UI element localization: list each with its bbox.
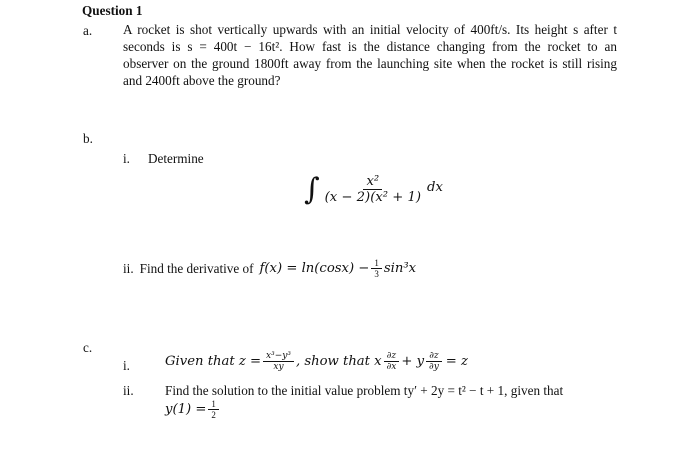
part-b-ii-expr-left: f(x) = ln(cosx) − (259, 261, 370, 277)
question-title: Question 1 (82, 3, 143, 18)
part-a-line-4: and 2400ft above the ground? (123, 73, 281, 88)
integral-expression (304, 171, 443, 207)
part-c-i-partial-y (426, 351, 442, 373)
part-c-i-pd2-num: ∂z (426, 351, 441, 362)
part-a-line-1: A rocket is shot vertically upwards with an initial velocity of 400ft/s. Its height s after t (123, 22, 617, 37)
part-b-ii-text: Find the derivative of (139, 261, 254, 277)
part-b-ii-frac-num: 1 (371, 258, 382, 269)
part-c-i-text3: + y (401, 354, 425, 370)
part-c-ii-line-1: Find the solution to the initial value problem ty′ + 2y = t² − t + 1, given that (165, 383, 564, 398)
part-b-ii-expr-right: sin³x (383, 261, 417, 277)
integral-fraction (322, 174, 424, 205)
part-a-line-2: seconds is s = 400t − 16t². How fast is the distance changing from the rocket to an (123, 39, 617, 54)
part-c-i-text4: = z (445, 354, 468, 370)
part-c-ii-line-2 (165, 399, 221, 421)
part-b-i-text: Determine (148, 151, 204, 166)
part-c-i-label: i. (123, 358, 130, 373)
part-c-i-pd1-num: ∂z (384, 351, 399, 362)
part-c-ii-line2-text: y(1) = (165, 402, 207, 418)
part-a-line-3: observer on the ground 1800ft away from the launching site when the rocket is still rising (123, 56, 617, 71)
part-b-ii-row (123, 258, 416, 280)
integral-sign: ∫ (304, 171, 320, 207)
part-b-ii-label: ii. (123, 261, 134, 277)
part-c-i-row (165, 351, 468, 373)
part-c-i-fraction (263, 351, 294, 373)
part-b-label: b. (83, 131, 93, 146)
part-a-text (123, 21, 617, 89)
part-c-i-text1: Given that z = (165, 354, 262, 370)
part-b-ii-fraction (371, 258, 382, 280)
part-c-i-frac-num: x³−y³ (263, 351, 294, 362)
part-b-ii-frac-den: 3 (374, 269, 379, 280)
part-c-ii-frac-den: 2 (211, 410, 216, 421)
integral-denominator: (x − 2)(x² + 1) (324, 190, 422, 206)
integral-numerator: x² (363, 174, 382, 190)
part-c-i-partial-x (384, 351, 400, 373)
part-a-label: a. (83, 23, 93, 38)
integral-dx: dx (427, 180, 443, 196)
part-c-i-frac-den: xy (273, 362, 284, 373)
part-c-ii-label: ii. (123, 383, 134, 398)
part-c-label: c. (83, 340, 93, 355)
part-c-ii-fraction (208, 399, 219, 421)
part-c-i-pd1-den: ∂x (386, 362, 397, 373)
part-c-ii-frac-num: 1 (208, 399, 219, 410)
part-c-i-text2: , show that x (295, 354, 382, 370)
part-b-i-label: i. (123, 151, 130, 166)
part-c-i-pd2-den: ∂y (429, 362, 439, 373)
